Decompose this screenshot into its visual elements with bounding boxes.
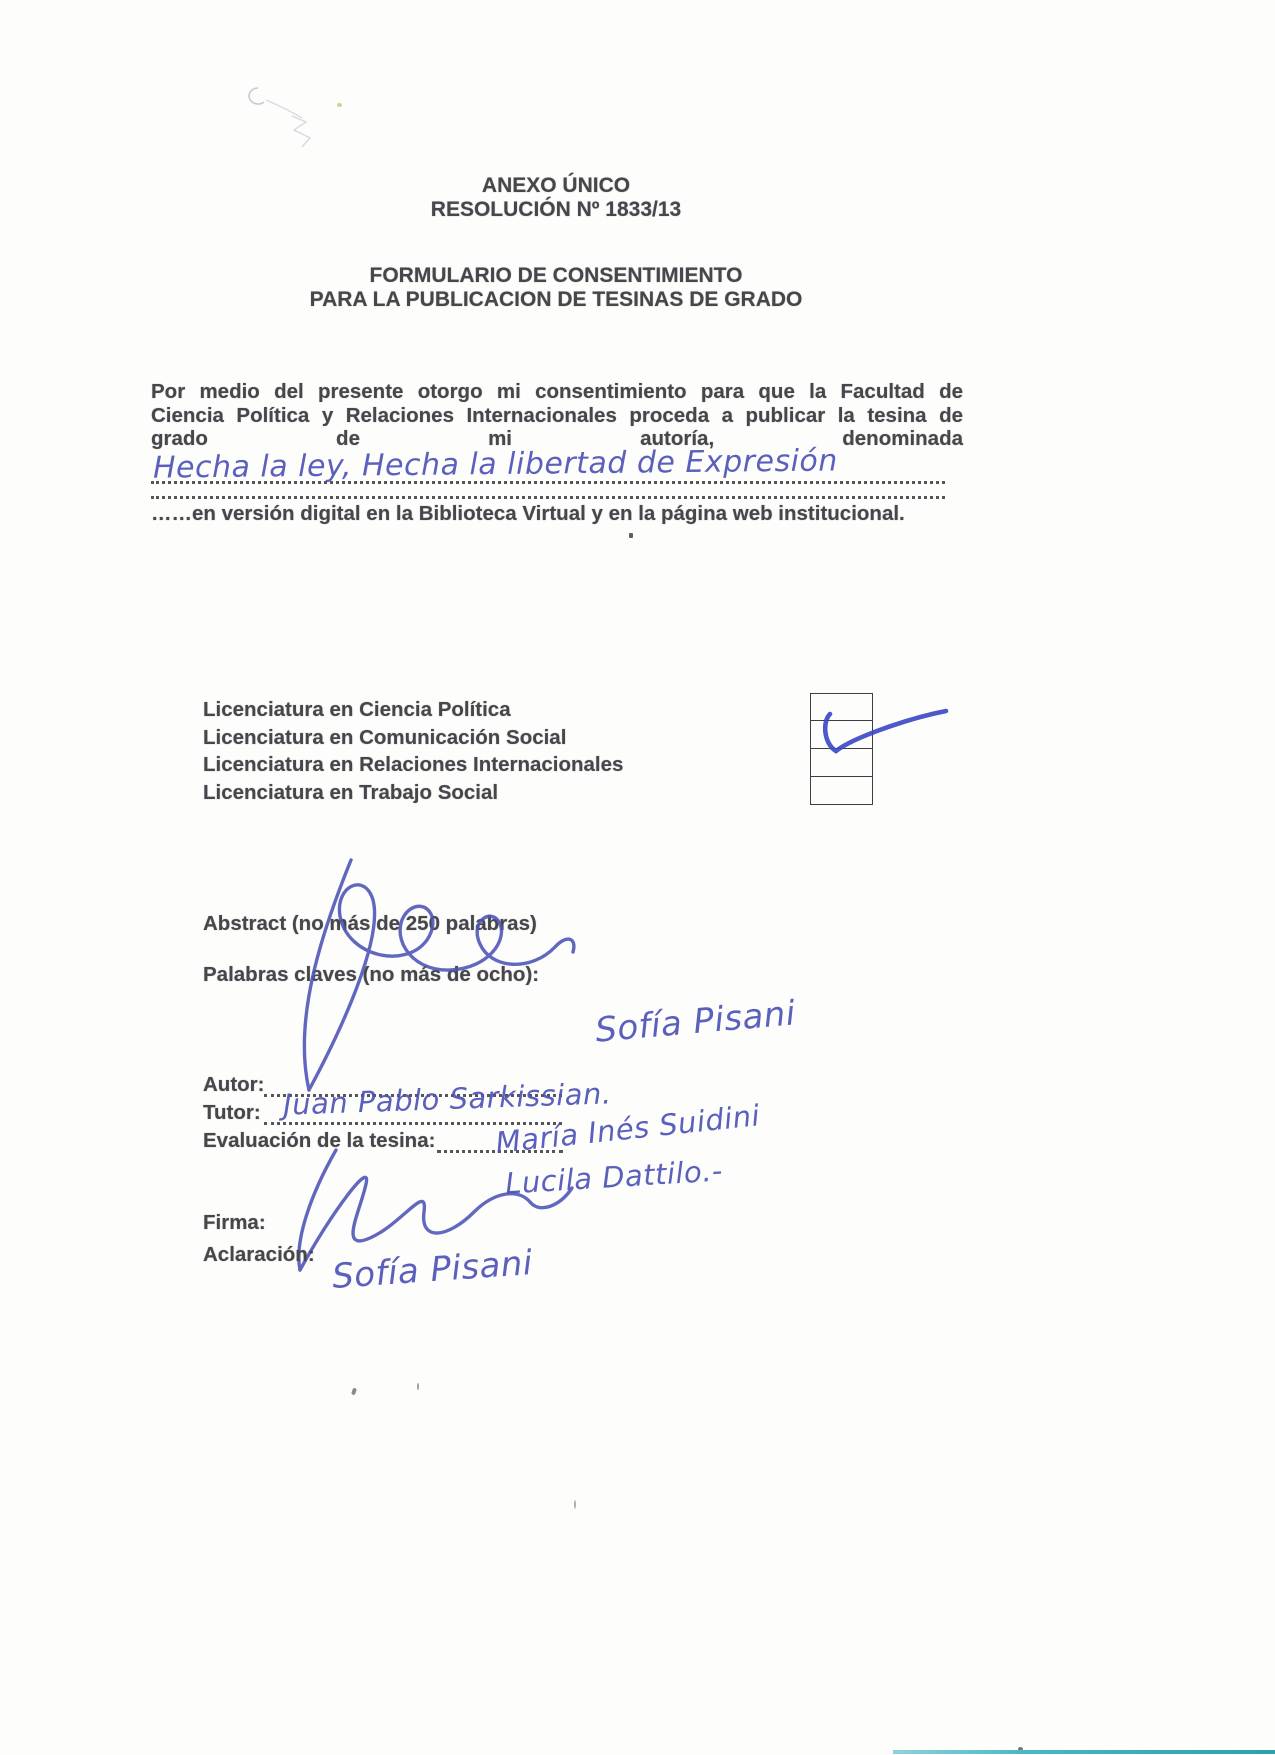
header-line-resolucion: RESOLUCIÓN Nº 1833/13 bbox=[430, 198, 682, 221]
degree-item-comunicacion-social: Licenciatura en Comunicación Social bbox=[203, 725, 567, 749]
consent-paragraph bbox=[151, 380, 963, 451]
header-line-anexo: ANEXO ÚNICO bbox=[481, 174, 631, 197]
aclaracion-label: Aclaración: bbox=[203, 1243, 315, 1266]
degree-list bbox=[203, 696, 623, 806]
yellow-speck-artifact bbox=[337, 103, 342, 107]
consent-paragraph-line1: Por medio del presente otorgo mi consentimiento para que la Facultad de bbox=[151, 380, 963, 403]
abstract-label: Abstract (no más de 250 palabras) bbox=[203, 912, 537, 935]
scanner-edge-line bbox=[893, 1750, 1275, 1754]
degree-item-trabajo-social: Licenciatura en Trabajo Social bbox=[203, 780, 499, 804]
evaluator-1-handwritten: María Inés Suidini bbox=[493, 1098, 762, 1160]
tutor-name-handwritten: Juan Pablo Sarkissian. bbox=[282, 1076, 613, 1122]
speck-artifact bbox=[574, 1500, 576, 1509]
keywords-label: Palabras claves (no más de ocho): bbox=[203, 963, 540, 986]
degree-checkbox-row-4 bbox=[810, 777, 873, 805]
consent-paragraph-line3: grado de mi autoría, denominada bbox=[151, 427, 963, 450]
evaluator-2-handwritten: Lucila Dattilo.- bbox=[504, 1153, 724, 1201]
checkmark-icon bbox=[812, 700, 952, 760]
consent-paragraph-line2: Ciencia Política y Relaciones Internacionales proceda a publicar la tesina de bbox=[151, 403, 963, 427]
autor-label: Autor: bbox=[203, 1073, 265, 1096]
evaluacion-label: Evaluación de la tesina: bbox=[203, 1129, 436, 1152]
document-header bbox=[150, 174, 962, 222]
author-signature bbox=[255, 852, 585, 1097]
aclaracion-name-handwritten: Sofía Pisani bbox=[330, 1243, 535, 1297]
publication-line: ……en versión digital en la Biblioteca Virtual y en la página web institucional. bbox=[151, 502, 905, 525]
ink-dot-artifact bbox=[629, 533, 633, 538]
tutor-label: Tutor: bbox=[203, 1101, 261, 1124]
dotted-line-2 bbox=[151, 478, 945, 499]
speck-artifact bbox=[417, 1383, 419, 1390]
degree-item-ciencia-politica: Licenciatura en Ciencia Política bbox=[203, 698, 511, 721]
form-title bbox=[150, 264, 962, 312]
form-title-line2: PARA LA PUBLICACION DE TESINAS DE GRADO bbox=[309, 288, 803, 311]
firma-label: Firma: bbox=[203, 1211, 266, 1234]
handwritten-thesis-title: Hecha la ley, Hecha la libertad de Expresión bbox=[152, 443, 838, 486]
form-title-line1: FORMULARIO DE CONSENTIMIENTO bbox=[369, 264, 743, 287]
speck-artifact bbox=[351, 1388, 357, 1396]
author-name-handwritten: Sofía Pisani bbox=[593, 993, 798, 1051]
pencil-scribble-artifact bbox=[200, 38, 360, 148]
degree-item-relaciones-internacionales: Licenciatura en Relaciones Internacionales bbox=[203, 753, 624, 776]
